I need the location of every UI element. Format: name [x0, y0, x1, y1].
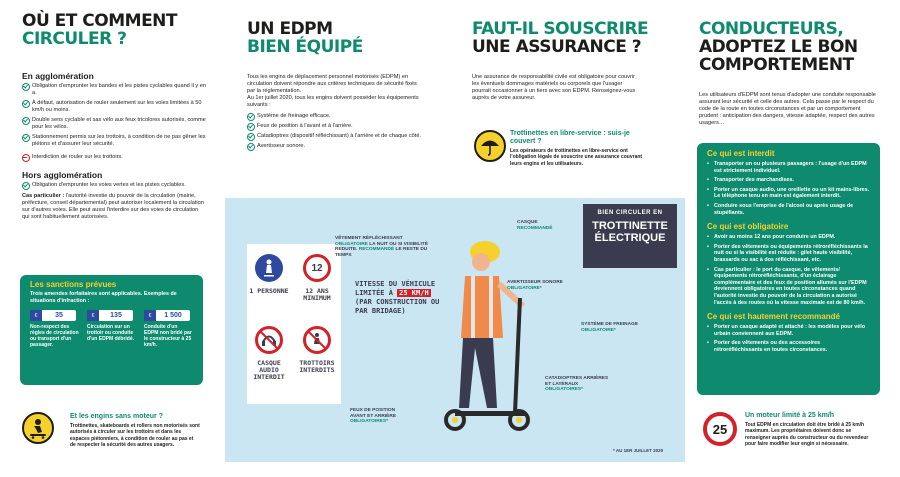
equipment-intro: Tous les engins de déplacement personnel motorisés (EDPM) en circulation doivent répondre aux critères techniques de sécurité fixés par la réglementation. — [247, 74, 417, 94]
sidewalk-forbidden-icon — [303, 326, 331, 354]
euro-icon: € — [87, 310, 99, 321]
hors-agglo-heading: Hors agglomération — [22, 170, 103, 180]
list-item: Système de freinage efficace. — [247, 113, 422, 120]
list-item: Avertisseur sonore. — [247, 143, 422, 150]
cas-particulier: Cas particulier : l'autorité investie du pouvoir de la circulation (mairie, préfecture, conseil départemental) peut autoriser localement la circulation sur d'autres voies. Elle peut aussi l'interdire sur des voies de circulation qui sont habituellement autorisées. — [22, 193, 204, 220]
headphones-forbidden-icon — [255, 326, 283, 354]
sans-moteur — [70, 413, 200, 448]
list-item: • Porter des vêtements ou équipements rétroréfléchissants la nuit ou si la visibilité est réduite : gilet haute visibilité, brassards ou sac à dos réfléchissant, etc. — [707, 244, 870, 264]
brake-annotation: SYSTÈME DE FREINAGE OBLIGATOIRE* — [581, 322, 639, 333]
motor-limit-text: Tout EDPM en circulation doit être bridé à 25 km/h maximum. Les propriétaires doivent donc se renseigner auprès du constructeur ou du revendeur pour faire modifier leur engin si nécessaire. — [745, 422, 869, 447]
list-item: • Porter des vêtements ou des accessoires rétroréfléchissants en toutes circonstances. — [707, 340, 870, 353]
fine-badge: € 135 — [87, 310, 133, 321]
list-item: Catadioptres (dispositif réfléchissant) à l'arrière et de chaque côté. — [247, 133, 422, 140]
list-item: • Porter un casque audio, une oreillette ou un kit mains-libres. Le téléphone tenu en main est également interdit. — [707, 187, 870, 200]
banner: BIEN CIRCULER EN TROTTINETTE ÉLECTRIQUE — [583, 204, 677, 268]
column-circulation — [0, 0, 225, 477]
list-item-forbidden: Interdiction de rouler sur les trottoirs. — [22, 154, 207, 161]
vest-annotation: VÊTEMENT RÉFLÉCHISSANT OBLIGATOIRE LA NUIT OU SI VISIBILITÉ RÉDUITE. RECOMMANDÉ LE RESTE DU TEMPS — [335, 236, 428, 258]
rules-box — [697, 143, 880, 395]
fine-item: € 35 Non-respect des règles de circulation ou transport d'un passager. — [30, 312, 79, 349]
helmet-annotation: CASQUE RECOMMANDÉ — [517, 220, 553, 231]
list-item: • Avoir au moins 12 ans pour conduire un EDPM. — [707, 234, 870, 241]
fine-badge: € 35 — [30, 310, 76, 321]
footnote: * AU 1ER JUILLET 2020 — [613, 448, 664, 453]
motor-limit — [745, 412, 877, 447]
skateboard-icon — [22, 412, 54, 444]
libre-service-text: Les opérateurs de trottinettes en libre-service ont l'obligation légale de souscrire une assurance couvrant leurs engins et les utilisateurs. — [510, 148, 643, 167]
recommended-title: Ce qui est hautement recommandé — [707, 312, 840, 322]
agglo-section — [22, 67, 207, 221]
mandatory-title: Ce qui est obligatoire — [707, 222, 789, 232]
sanctions-box — [20, 275, 203, 385]
reflectors-annotation: CATADIOPTRES ARRIÈRES ET LATÉRAUX OBLIGATOIRES* — [545, 376, 609, 393]
list-item: • Porter un casque adapté et attaché : les modèles pour vélo urbain conviennent aux EDPM. — [707, 324, 870, 337]
speed-limit-text: VITESSE DU VÉHICULE LIMITÉE À 25 KM/H (PAR CONSTRUCTION OU PAR BRIDAGE) — [355, 280, 440, 315]
list-item: • Transporter un ou plusieurs passagers : l'usage d'un EDPM est strictement individuel. — [707, 161, 870, 174]
equipment-list — [247, 113, 422, 150]
behaviour-intro: Les utilisateurs d'EDPM sont tenus d'adopter une conduite responsable assurant leur sécurité et celle des autres. Cela passe par le respect du code de la route en toutes circonstances et par un comportement prudent : anticipation des dangers, vitesse adaptée, respect des autres usagers… — [699, 92, 876, 126]
motor-limit-title: Un moteur limité à 25 km/h — [745, 412, 835, 419]
title-insurance: FAUT-IL SOUSCRIRE UNE ASSURANCE ? — [472, 19, 649, 57]
fine-item: € 1 500 Conduite d'un EDPM non bridé par le constructeur à 25 km/h. — [144, 312, 192, 349]
equipment-date: Au 1er juillet 2020, tous les engins doivent posséder les équipements suivants : — [247, 95, 419, 108]
sanctions-title: Les sanctions prévues — [30, 280, 117, 289]
agglo-heading: En agglomération — [22, 71, 94, 81]
list-item: Double sens cyclable et sas vélo aux feux tricolores autorisés, comme pour les vélos. — [22, 117, 207, 131]
one-person-icon — [255, 254, 283, 282]
title-circulation: OÙ ET COMMENT CIRCULER ? — [22, 11, 177, 49]
list-item: Obligation d'emprunter les voies vertes et les pistes cyclables. — [22, 182, 207, 189]
scooter-illustration — [225, 198, 685, 462]
min-age-sign: 12 — [303, 254, 331, 282]
equipment-text — [247, 74, 422, 153]
list-item: Stationnement permis sur les trottoirs, à condition de ne pas gêner les piétons et d'assurer leur sécurité. — [22, 134, 207, 148]
speed-limit-sign: 25 — [703, 412, 737, 446]
title-equipment: UN EDPM BIEN ÉQUIPÉ — [247, 19, 363, 57]
sanctions-intro: Trois amendes forfaitaires sont applicables. Exemples de situations d'infraction : — [30, 291, 177, 304]
list-item: • Transporter des marchandises. — [707, 177, 870, 184]
list-item: Feux de position à l'avant et à l'arrière. — [247, 123, 422, 130]
column-behaviour — [675, 0, 900, 477]
horn-annotation: AVERTISSEUR SONORE OBLIGATOIRE* — [507, 280, 563, 291]
sans-moteur-title: Et les engins sans moteur ? — [70, 413, 163, 420]
title-behaviour: CONDUCTEURS, ADOPTEZ LE BON COMPORTEMENT — [699, 19, 858, 75]
fines-list — [30, 310, 193, 348]
libre-service-title: Trottinettes en libre-service : suis-je couvert ? — [510, 130, 630, 145]
list-item: À défaut, autorisation de rouler seulement sur les voies limitées à 50 km/h ou moins. — [22, 100, 207, 114]
signs-panel: 12 1 PERSONNE 12 ANS MINIMUM CASQUE AUDIO INTERDIT TROTTOIRS INTERDITS — [247, 244, 341, 404]
sans-moteur-text: Trottinettes, skateboards et rollers non motorisés sont autorisés à circuler sur les trottoirs et dans les espaces piétonniers, à condition de rouler au pas et de respecter la sécurité des autres usagers. — [70, 423, 200, 448]
fine-badge: € 1 500 — [144, 310, 190, 321]
rider-figure — [415, 228, 565, 438]
euro-icon: € — [144, 310, 156, 321]
umbrella-icon — [474, 130, 506, 162]
list-item: • Cas particulier : le port du casque, de vêtements/ équipements rétroréfléchissants, d'un éclairage complémentaire et des feux de position allumés sur l'EDPM deviennent obligatoires en toutes circonstances quand l'autorité investie du pouvoir de la circulation a autorisé l'accès à des routes où la vitesse maximale est de 80 km/h. — [707, 267, 870, 307]
insurance-text: Une assurance de responsabilité civile est obligatoire pour couvrir les éventuels dommages matériels ou corporels que l'usager pourrait occasionner à un tiers avec son EDPM. Renseignez-vous auprès de votre assureur. — [472, 74, 636, 101]
list-item: • Conduire sous l'emprise de l'alcool ou après usage de stupéfiants. — [707, 203, 870, 216]
fine-item: € 135 Circulation sur un trottoir ou conduite d'un EDPM débridé. — [87, 312, 135, 343]
lights-annotation: FEUX DE POSITION AVANT ET ARRIÈRE OBLIGATOIRES* — [350, 408, 397, 425]
euro-icon: € — [30, 310, 42, 321]
list-item: Obligation d'emprunter les bandes et les pistes cyclables quand il y en a. — [22, 83, 207, 97]
forbidden-title: Ce qui est interdit — [707, 149, 775, 158]
libre-service — [510, 130, 650, 167]
